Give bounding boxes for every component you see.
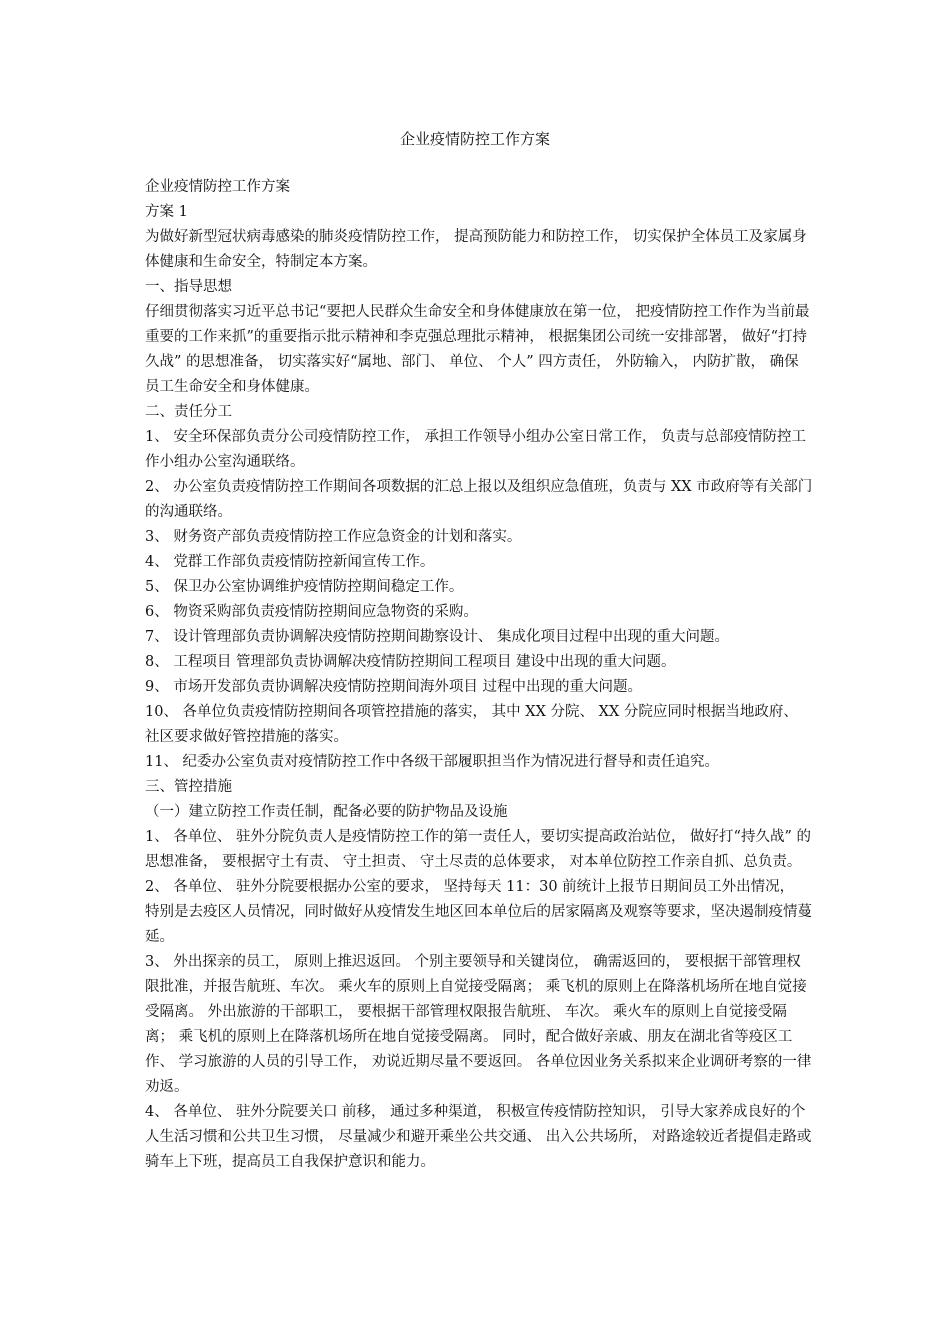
list-item: 2、 办公室负责疫情防控工作期间各项数据的汇总上报以及组织应急值班，负责与 XX 市政府等有关部门的沟通联络。 <box>145 479 813 520</box>
list-item: 7、 设计管理部负责协调解决疫情防控期间勘察设计、 集成化项目过程中出现的重大问题。 <box>145 629 729 645</box>
list-item: 4、 党群工作部负责疫情防控新闻宣传工作。 <box>145 554 435 570</box>
section-heading: 一、指导思想 <box>145 279 232 295</box>
list-item: 5、 保卫办公室协调维护疫情防控期间稳定工作。 <box>145 579 464 595</box>
list-item: 6、 物资采购部负责疫情防控期间应急物资的采购。 <box>145 604 478 620</box>
document-body <box>145 175 813 1175</box>
paragraph: 仔细贯彻落实习近平总书记“要把人民群众生命安全和身体健康放在第一位， 把疫情防控工作作为当前最重要的工作来抓”的重要指示批示精神和李克强总理批示精神， 根据集团公司统一安排部署， 做好“打持久战” 的思想准备， 切实落实好“属地、部门、 单位、 个人” 四方责任， 外防输入， 内防扩散， 确保员工生命安全和身体健康。 <box>145 304 810 395</box>
list-item: 11、 纪委办公室负责对疫情防控工作中各级干部履职担当作为情况进行督导和责任追究。 <box>145 754 720 770</box>
list-item: 10、 各单位负责疫情防控期间各项管控措施的落实， 其中 XX 分院、 XX 分院应同时根据当地政府、 社区要求做好管控措施的落实。 <box>145 704 798 745</box>
list-item: 9、 市场开发部负责协调解决疫情防控期间海外项目 过程中出现的重大问题。 <box>145 679 642 695</box>
list-item: 3、 外出探亲的员工， 原则上推迟返回。 个别主要领导和关键岗位， 确需返回的， 要根据干部管理权限批准，并报告航班、车次。 乘火车的原则上自觉接受隔离； 乘飞机的原则上在降落机场所在地自觉接受隔离。 外出旅游的干部职工， 要根据干部管理权限报告航班、 车次。 乘火车的原则上自觉接受隔离； 乘飞机的原则上在降落机场所在地自觉接受隔离。 同时，配合做好亲戚、朋友在湖北省等疫区工作、 学习旅游的人员的引导工作， 劝说近期尽量不要返回。 各单位因业务关系拟来企业调研考察的一律劝返。 <box>145 954 812 1095</box>
list-item: 1、 安全环保部负责分公司疫情防控工作， 承担工作领导小组办公室日常工作， 负责与总部疫情防控工作小组办公室沟通联络。 <box>145 429 807 470</box>
paragraph: 企业疫情防控工作方案 <box>145 179 290 195</box>
document-title: 企业疫情防控工作方案 <box>399 130 550 148</box>
list-item: 1、 各单位、 驻外分院负责人是疫情防控工作的第一责任人，要切实提高政治站位， 做好打“持久战” 的思想准备， 要根据守土有责、 守土担责、 守土尽责的总体要求， 对本单位防控工作亲自抓、总负责。 <box>145 829 811 870</box>
list-item: 2、 各单位、 驻外分院要根据办公室的要求， 坚持每天 11：30 前统计上报节日期间员工外出情况， 特别是去疫区人员情况，同时做好从疫情发生地区回本单位后的居家隔离及观察等要求，坚决遏制疫情蔓延。 <box>145 879 812 945</box>
paragraph: 方案 1 <box>145 204 188 220</box>
subsection-heading: （一）建立防控工作责任制，配备必要的防护物品及设施 <box>145 804 508 820</box>
list-item: 8、 工程项目 管理部负责协调解决疫情防控期间工程项目 建设中出现的重大问题。 <box>145 654 676 670</box>
list-item: 3、 财务资产部负责疫情防控工作应急资金的计划和落实。 <box>145 529 522 545</box>
list-item: 4、 各单位、 驻外分院要关口 前移， 通过多种渠道， 积极宣传疫情防控知识， 引导大家养成良好的个人生活习惯和公共卫生习惯， 尽量减少和避开乘坐公共交通、 出入公共场所， 对路途较近者提倡走路或骑车上下班，提高员工自我保护意识和能力。 <box>145 1104 812 1170</box>
section-heading: 二、责任分工 <box>145 404 232 420</box>
section-heading: 三、管控措施 <box>145 779 232 795</box>
paragraph: 为做好新型冠状病毒感染的肺炎疫情防控工作， 提高预防能力和防控工作， 切实保护全体员工及家属身体健康和生命安全，特制定本方案。 <box>145 229 807 270</box>
